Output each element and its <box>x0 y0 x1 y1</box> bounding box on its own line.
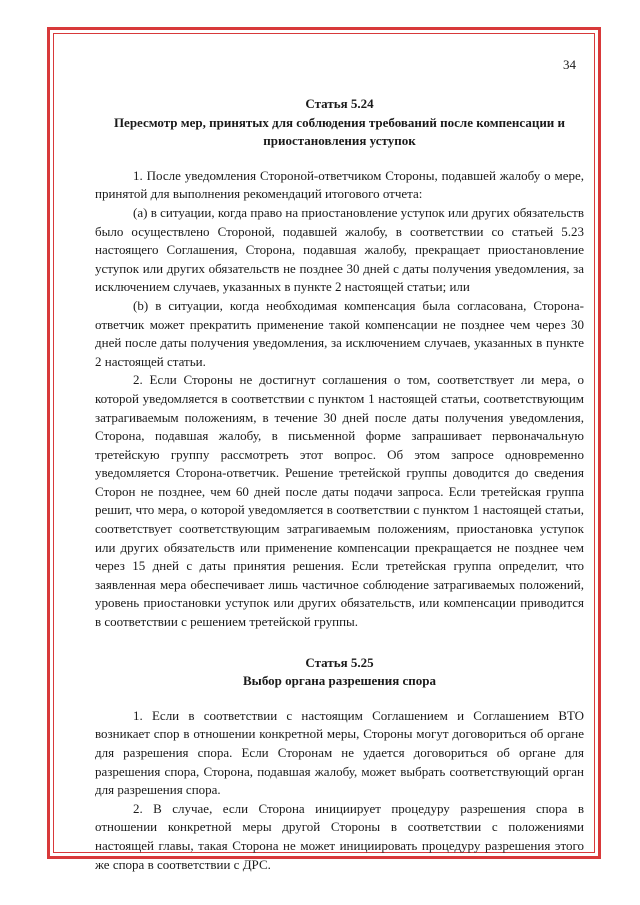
article-5-24-paragraph-1: 1. После уведомления Стороной-ответчиком Стороны, подавшей жалобу о мере, принятой для выполнения рекомендаций итогового отчета: <box>95 167 584 202</box>
article-5-24-subparagraph-b: (b) в ситуации, когда необходимая компенсация была согласована, Сторона-ответчик может прекратить применение такой компенсации не позднее чем через 30 дней после даты получения уведомления, за исключением случаев, указанных в пункте 2 настоящей статьи. <box>95 297 584 369</box>
article-5-25-title: Выбор органа разрешения спора <box>243 673 436 689</box>
article-5-24-subparagraph-a: (a) в ситуации, когда право на приостановление уступок или других обязательств было осуществлено Стороной, подавшей жалобу, в соответствии со статьей 5.23 настоящего Соглашения, Сторона, подавшая жалобу, прекращает приостановление уступок или других обязательств не позднее 30 дней с даты получения уведомления, за исключением случаев, указанных в пункте 2 настоящей статьи; или <box>95 204 584 295</box>
article-5-25-paragraph-1: 1. Если в соответствии с настоящим Соглашением и Соглашением ВТО возникает спор в отношении конкретной меры, Стороны могут договориться об органе для разрешения спора. Если Сторонам не удается договориться об органе для разрешения спора, Сторона, подавшая жалобу, может выбрать соответствующий орган для разрешения спора. <box>95 707 584 798</box>
article-5-25-heading: Статья 5.25 <box>305 654 374 670</box>
article-5-24-title-line1: Пересмотр мер, принятых для соблюдения требований после компенсации и <box>113 114 566 130</box>
article-5-24-paragraph-2: 2. Если Стороны не достигнут соглашения о том, соответствует ли мера, о которой уведомляется в соответствии с пунктом 1 настоящей статьи, соответствующим затрагиваемым положениям, в течение 30 дней после даты получения уведомления, Сторона, подавшая жалобу, в письменной форме запрашивает первоначальную третейскую группу рассмотреть этот вопрос. Об этом запросе одновременно уведомляется Сторона-ответчик. Решение третейской группы доводится до сведения Сторон не позднее, чем 60 дней после даты подачи запроса. Если третейская группа решит, что мера, о которой уведомляется в соответствии с пунктом 1 настоящей статьи, соответствует соответствующим затрагиваемым положениям, приостановка уступок или других обязательств или применение компенсации прекращается не позднее чем через 15 дней с даты принятия решения. Если третейская группа определит, что заявленная мера обеспечивает лишь частичное соблюдение затрагиваемых положений, уровень приостановки уступок или других обязательств, или компенсации приводится в соответствии с решением третейской группы. <box>95 372 584 630</box>
article-5-24-heading: Статья 5.24 <box>305 96 374 111</box>
article-5-24-title-line2: приостановления уступок <box>263 133 416 149</box>
document-body <box>95 95 584 874</box>
page-number: 34 <box>563 57 576 72</box>
article-5-25-paragraph-2: 2. В случае, если Сторона инициирует процедуру разрешения спора в отношении конкретной меры другой Стороны в соответствии с положениями настоящей главы, такая Сторона не может инициировать процедуру разрешения этого же спора в соответствии с ДРС. <box>95 800 584 872</box>
